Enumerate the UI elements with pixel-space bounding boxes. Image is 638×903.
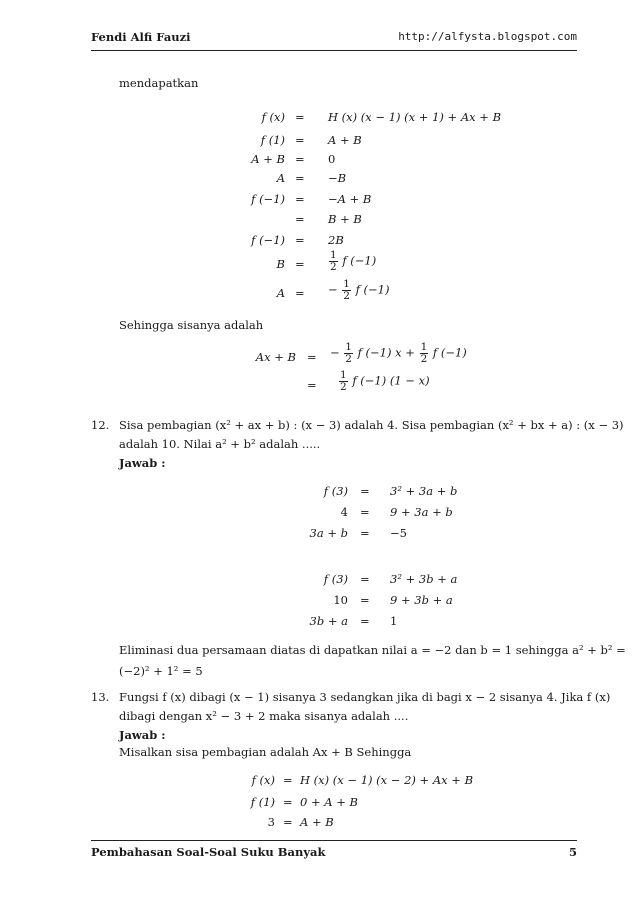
problem-12-conclusion-2: (−2)² + 1² = 5 xyxy=(119,664,203,678)
footer-title: Pembahasan Soal-Soal Suku Banyak xyxy=(91,845,326,859)
problem-12-line2: adalah 10. Nilai a² + b² adalah ..... xyxy=(119,437,321,451)
problem-13-answer-label: Jawab : xyxy=(119,728,166,742)
fraction: $\frac{1}{2}$ xyxy=(330,249,337,273)
header-author: Fendi Alfi Fauzi xyxy=(91,30,191,44)
page-footer xyxy=(91,845,577,861)
problem-13-setup: Misalkan sisa pembagian adalah Ax + B Sehingga xyxy=(119,745,412,759)
eq-row: A = − $\frac{1}{2}$ f (−1) xyxy=(276,278,390,302)
eq-row: Ax + B = − $\frac{1}{2}$ f (−1) x + $\frac{1}{2}$ f (−1) xyxy=(255,341,467,365)
header-url[interactable]: http://alfysta.blogspot.com xyxy=(398,30,577,43)
remainder-text: Sehingga sisanya adalah xyxy=(119,318,264,332)
footer-rule xyxy=(91,840,577,841)
eq-row: B = $\frac{1}{2}$ f (−1) xyxy=(276,249,377,273)
problem-13-line1: Fungsi f (x) dibagi (x − 1) sisanya 3 sedangkan jika di bagi x − 2 sisanya 4. Jika f (x) xyxy=(119,690,611,704)
page-header xyxy=(91,30,577,46)
header-rule xyxy=(91,50,577,51)
intro-text: mendapatkan xyxy=(119,76,199,90)
fraction: $\frac{1}{2}$ xyxy=(343,278,350,302)
eq-row: = $\frac{1}{2}$ f (−1) (1 − x) xyxy=(307,369,430,393)
problem-13-number: 13. xyxy=(91,690,110,704)
problem-13-line2: dibagi dengan x² − 3 + 2 maka sisanya adalah .... xyxy=(119,709,409,723)
problem-12-number: 12. xyxy=(91,418,110,432)
fraction: $\frac{1}{2}$ xyxy=(345,341,352,365)
problem-12-answer-label: Jawab : xyxy=(119,456,166,470)
fraction: $\frac{1}{2}$ xyxy=(340,369,347,393)
problem-12-conclusion-1: Eliminasi dua persamaan diatas di dapatkan nilai a = −2 dan b = 1 sehingga a² + b² = xyxy=(119,643,626,657)
problem-12-line1: Sisa pembagian (x² + ax + b) : (x − 3) adalah 4. Sisa pembagian (x² + bx + a) : (x − 3) xyxy=(119,418,624,432)
fraction: $\frac{1}{2}$ xyxy=(420,341,428,365)
page-number: 5 xyxy=(568,845,577,859)
